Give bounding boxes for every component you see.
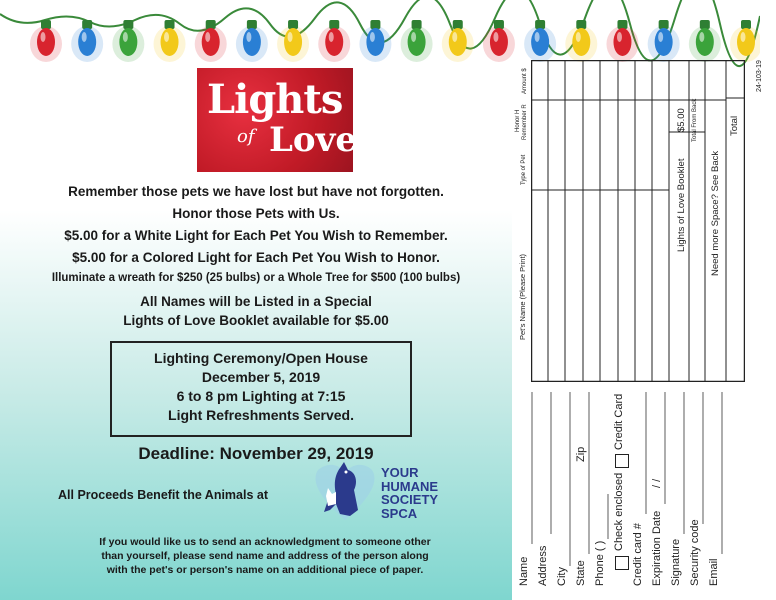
form-code: 24-103-19 (756, 60, 763, 92)
deadline: Deadline: November 29, 2019 (138, 444, 374, 463)
light-bulb (71, 20, 103, 62)
spca-line-2: HUMANE (381, 478, 439, 494)
light-bulb (606, 20, 638, 62)
intro-line-3: $5.00 for a White Light for Each Pet You Wish to Remember. (64, 228, 448, 243)
light-bulb (318, 20, 350, 62)
field-address[interactable]: Address (537, 545, 549, 586)
field-zip[interactable]: Zip (575, 446, 587, 462)
intro-line-1: Remember those pets we have lost but have not forgotten. (68, 184, 444, 199)
intro-line-4: $5.00 for a Colored Light for Each Pet You Wish to Honor. (72, 250, 440, 265)
col-honor-header-b: Remember R (522, 104, 528, 140)
intro-line-7: Lights of Love Booklet available for $5.00 (123, 313, 389, 328)
field-expiration[interactable]: Expiration Date (651, 510, 663, 586)
total-label: Total (729, 115, 740, 136)
footer-line-3: with the pet's or person's name on an additional piece of paper. (106, 564, 424, 576)
field-signature[interactable]: Signature (670, 538, 682, 586)
field-card-number[interactable]: Credit card # (632, 523, 644, 586)
field-check-enclosed: Check enclosed (613, 472, 625, 551)
ceremony-note: Light Refreshments Served. (168, 407, 354, 423)
ceremony-box (110, 341, 412, 437)
dog-cat-heart-logo-icon (310, 460, 380, 524)
booklet-label: Lights of Love Booklet (676, 158, 687, 252)
booklet-price: $5.00 (676, 108, 687, 132)
col-amount-header: Amount $ (522, 68, 528, 94)
intro-line-6: All Names will be Listed in a Special (140, 294, 372, 309)
logo-word-lights: Lights (207, 76, 343, 123)
light-bulb (195, 20, 227, 62)
light-bulb (565, 20, 597, 62)
light-bulb (730, 20, 760, 62)
spca-wordmark (381, 466, 438, 520)
spca-line-4: SPCA (381, 505, 418, 521)
field-credit-card: Credit Card (613, 393, 625, 450)
spca-line-3: SOCIETY (381, 492, 439, 507)
field-name[interactable]: Name (518, 556, 530, 586)
spca-line-1: YOUR (381, 465, 419, 480)
light-bulb (401, 20, 433, 62)
col-honor-header-a: Honor H (515, 109, 521, 132)
credit-card-checkbox[interactable] (615, 454, 629, 468)
light-bulb (442, 20, 474, 62)
lights-of-love-logo (197, 68, 357, 172)
col-type-header: Type of Pet (521, 154, 527, 185)
intro-line-5: Illuminate a wreath for $250 (25 bulbs) or a Whole Tree for $500 (100 bulbs) (51, 272, 461, 284)
field-phone[interactable]: Phone ( ) (594, 540, 606, 586)
light-bulb (483, 20, 515, 62)
col-pet-name-header: Pet's Name (Please Print) (518, 253, 527, 340)
field-state[interactable]: State (575, 560, 587, 586)
light-bulb (277, 20, 309, 62)
footer-line-1: If you would like us to send an acknowledgment to someone other (99, 536, 431, 548)
light-bulb (30, 20, 62, 62)
proceeds-text: All Proceeds Benefit the Animals at (58, 488, 269, 502)
field-city[interactable]: City (556, 567, 568, 586)
expiration-slashes: / / (651, 478, 663, 488)
footer-line-2: than yourself, please send name and address of the person along (101, 550, 429, 562)
need-more-space-label: Need more Space? See Back (710, 150, 721, 276)
light-bulb (359, 20, 391, 62)
ceremony-time: 6 to 8 pm Lighting at 7:15 (176, 388, 346, 404)
light-bulb (236, 20, 268, 62)
ceremony-title: Lighting Ceremony/Open House (154, 350, 368, 366)
check-enclosed-checkbox[interactable] (615, 556, 629, 570)
logo-word-love: Love (269, 120, 357, 160)
field-security-code[interactable]: Security code (689, 519, 701, 586)
ceremony-date: December 5, 2019 (201, 369, 321, 385)
logo-word-of: of (237, 126, 255, 147)
light-bulb (154, 20, 186, 62)
acknowledgment-note (40, 535, 490, 577)
total-from-back-label: Total From Back (692, 98, 698, 142)
light-bulb (524, 20, 556, 62)
light-bulb (648, 20, 680, 62)
light-bulb (689, 20, 721, 62)
intro-line-2: Honor those Pets with Us. (172, 206, 340, 221)
field-email[interactable]: Email (708, 558, 720, 586)
